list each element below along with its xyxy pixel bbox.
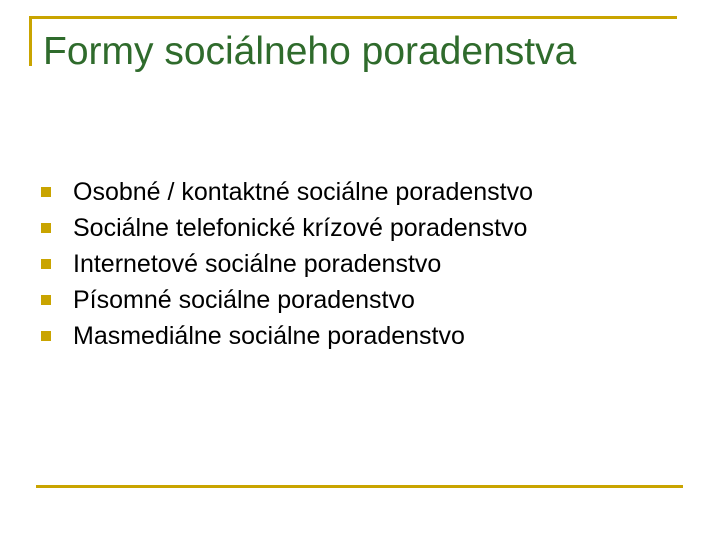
square-bullet-icon [41, 295, 51, 305]
bullet-item [41, 318, 533, 354]
footer-rule [36, 485, 683, 488]
bullet-text: Internetové sociálne poradenstvo [73, 249, 442, 278]
bullet-item [41, 282, 533, 318]
square-bullet-icon [41, 331, 51, 341]
title-frame-left-rule [29, 16, 32, 66]
title-frame-top-rule [29, 16, 677, 19]
square-bullet-icon [41, 223, 51, 233]
bullet-text: Masmediálne sociálne poradenstvo [73, 321, 465, 350]
bullet-text: Sociálne telefonické krízové poradenstvo [73, 213, 528, 242]
square-bullet-icon [41, 259, 51, 269]
bullet-list [41, 174, 533, 354]
bullet-item [41, 246, 533, 282]
slide-title: Formy sociálneho poradenstva [43, 30, 577, 73]
bullet-text: Písomné sociálne poradenstvo [73, 285, 415, 314]
bullet-text: Osobné / kontaktné sociálne poradenstvo [73, 177, 534, 206]
bullet-item [41, 210, 533, 246]
square-bullet-icon [41, 187, 51, 197]
bullet-item [41, 174, 533, 210]
